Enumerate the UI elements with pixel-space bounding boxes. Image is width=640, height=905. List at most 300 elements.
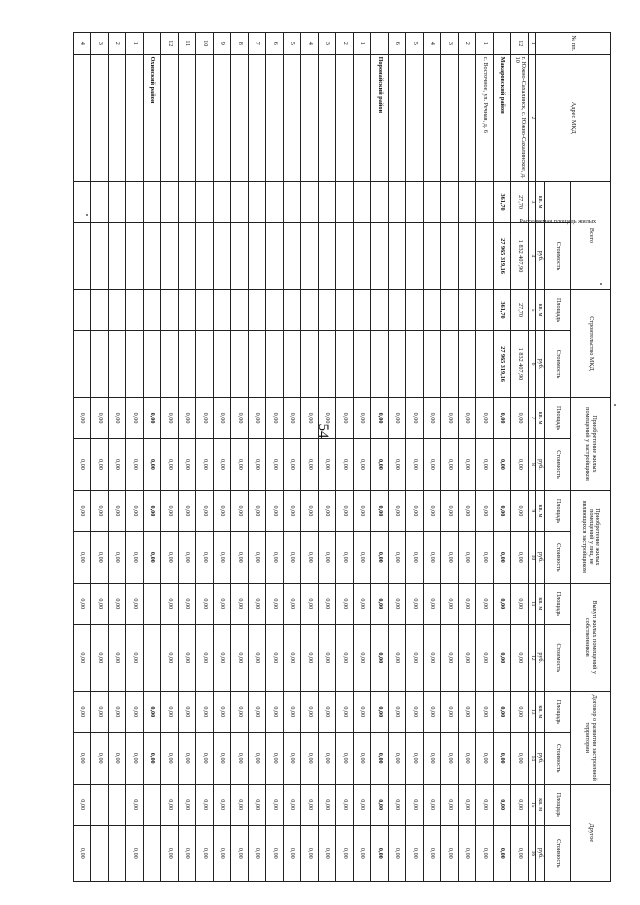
cost-cell: 0,00 [161, 825, 179, 881]
area-cell: 0,00 [74, 784, 92, 825]
area-cell: 0,00 [179, 784, 197, 825]
subheader-cost: Стоимость [545, 531, 571, 583]
area-cell: 0,00 [354, 583, 372, 624]
area-cell: 0,00 [319, 691, 337, 732]
cost-cell: 0,00 [476, 531, 494, 583]
unit-cost: руб. [536, 825, 545, 881]
area-cell: 0,00 [179, 691, 197, 732]
area-cell [109, 182, 127, 223]
cost-cell: 0,00 [266, 624, 284, 691]
cost-cell [389, 223, 407, 290]
area-cell: 0,00 [389, 583, 407, 624]
area-cell: 0,00 [476, 784, 494, 825]
area-cell: 0,00 [424, 490, 442, 531]
address-cell [424, 54, 442, 181]
cost-cell: 0,00 [161, 439, 179, 491]
area-cell [424, 182, 442, 223]
area-cell [284, 182, 302, 223]
cost-cell: 0,00 [91, 624, 109, 691]
column-index: 2 [529, 54, 536, 181]
area-cell: 0,00 [231, 784, 249, 825]
cost-cell [319, 331, 337, 398]
cost-cell: 0,00 [196, 531, 214, 583]
cost-cell: 0,00 [476, 624, 494, 691]
area-cell: 0,00 [266, 691, 284, 732]
row-number: 4 [424, 33, 442, 55]
row-number: 2 [459, 33, 477, 55]
cost-cell: 0,00 [126, 732, 144, 784]
cost-cell: 0,00 [91, 531, 109, 583]
cost-cell [441, 331, 459, 398]
area-cell: 0,00 [266, 398, 284, 439]
table-row [476, 33, 494, 882]
area-cell: 0,00 [441, 398, 459, 439]
address-cell [406, 54, 424, 181]
cost-cell: 0,00 [144, 531, 162, 583]
area-cell [371, 290, 389, 331]
area-cell: 0,00 [441, 490, 459, 531]
address-cell [109, 54, 127, 181]
area-cell [231, 290, 249, 331]
area-cell: 0,00 [476, 490, 494, 531]
cost-cell [126, 331, 144, 398]
column-index: 4 [529, 223, 536, 290]
district-name: Охинский район [144, 54, 162, 181]
cost-cell [126, 223, 144, 290]
cost-cell [144, 624, 162, 691]
area-cell: 0,00 [196, 583, 214, 624]
area-cell: 0,00 [336, 490, 354, 531]
area-cell: 0,00 [214, 691, 232, 732]
cost-cell: 0,00 [231, 732, 249, 784]
cost-cell: 0,00 [126, 825, 144, 881]
area-cell [214, 182, 232, 223]
subheader-cost: Стоимость [545, 223, 571, 290]
cost-cell: 0,00 [196, 624, 214, 691]
cost-cell: 0,00 [319, 531, 337, 583]
area-cell: 0,00 [126, 583, 144, 624]
cost-cell: 0,00 [371, 531, 389, 583]
row-number: 2 [109, 33, 127, 55]
area-cell: 0,00 [301, 398, 319, 439]
area-cell: 0,00 [214, 398, 232, 439]
area-cell: 0,00 [284, 784, 302, 825]
cost-cell: 0,00 [424, 624, 442, 691]
cost-cell: 0,00 [354, 439, 372, 491]
cost-cell [179, 331, 197, 398]
area-cell: 0,00 [214, 784, 232, 825]
area-cell: 0,00 [371, 398, 389, 439]
row-number: 2 [336, 33, 354, 55]
table-row [441, 33, 459, 882]
area-cell: 0,00 [441, 583, 459, 624]
cost-cell: 0,00 [371, 439, 389, 491]
area-cell [406, 290, 424, 331]
area-cell: 0,00 [336, 583, 354, 624]
cost-cell: 0,00 [389, 531, 407, 583]
cost-cell: 0,00 [441, 732, 459, 784]
cost-cell [109, 825, 127, 881]
area-cell [301, 182, 319, 223]
table-body [74, 33, 529, 882]
cost-cell: 0,00 [494, 732, 512, 784]
table-row [179, 33, 197, 882]
cost-cell [301, 223, 319, 290]
subheader-cost: Стоимость [545, 624, 571, 691]
area-cell: 0,00 [441, 691, 459, 732]
cost-cell: 0,00 [109, 732, 127, 784]
area-cell [144, 290, 162, 331]
area-cell [91, 290, 109, 331]
cost-cell [424, 223, 442, 290]
area-cell [161, 290, 179, 331]
area-cell: 0,00 [144, 691, 162, 732]
area-cell [266, 290, 284, 331]
unit-cost: руб. [536, 732, 545, 784]
cost-cell: 0,00 [476, 825, 494, 881]
area-cell [179, 182, 197, 223]
area-cell: 0,00 [424, 398, 442, 439]
cost-cell: 27 965 319,16 [494, 223, 512, 290]
header-group-development: Договор о развитии застроенной территории [571, 691, 611, 784]
cost-cell: 0,00 [511, 825, 529, 881]
cost-cell: 0,00 [179, 624, 197, 691]
cost-cell: 0,00 [459, 439, 477, 491]
area-cell [74, 182, 92, 223]
area-cell [126, 290, 144, 331]
area-cell: 0,00 [511, 583, 529, 624]
subheader-cost: Стоимость [545, 439, 571, 491]
cost-cell [109, 331, 127, 398]
area-cell: 0,00 [354, 398, 372, 439]
area-cell [459, 182, 477, 223]
area-cell [389, 290, 407, 331]
cost-cell: 0,00 [231, 624, 249, 691]
cost-cell [214, 331, 232, 398]
cost-cell: 0,00 [389, 732, 407, 784]
page-number: 54 [315, 423, 331, 439]
cost-cell: 0,00 [301, 439, 319, 491]
area-cell [319, 290, 337, 331]
cost-cell: 0,00 [266, 439, 284, 491]
row-number: 11 [179, 33, 197, 55]
address-cell [161, 54, 179, 181]
row-number [371, 33, 389, 55]
area-cell: 0,00 [196, 784, 214, 825]
cost-cell: 0,00 [301, 624, 319, 691]
area-cell [319, 182, 337, 223]
cost-cell [74, 331, 92, 398]
area-cell: 0,00 [301, 490, 319, 531]
table-row [336, 33, 354, 882]
row-number: 9 [214, 33, 232, 55]
cost-cell: 0,00 [196, 439, 214, 491]
cost-cell [91, 331, 109, 398]
subheader-cost: Стоимость [545, 732, 571, 784]
address-cell [196, 54, 214, 181]
area-cell: 0,00 [336, 691, 354, 732]
cost-cell: 0,00 [494, 624, 512, 691]
row-number [494, 33, 512, 55]
cost-cell: 0,00 [354, 825, 372, 881]
table-row [424, 33, 442, 882]
area-cell [354, 290, 372, 331]
cost-cell: 0,00 [144, 732, 162, 784]
table-row [196, 33, 214, 882]
cost-cell: 0,00 [91, 732, 109, 784]
area-cell: 0,00 [179, 398, 197, 439]
area-cell [476, 290, 494, 331]
area-cell [109, 290, 127, 331]
cost-cell: 0,00 [424, 825, 442, 881]
row-number: 5 [284, 33, 302, 55]
table-row [91, 33, 109, 882]
area-cell: 27,70 [511, 290, 529, 331]
cost-cell: 0,00 [214, 825, 232, 881]
cost-cell: 0,00 [266, 732, 284, 784]
cost-cell: 0,00 [109, 624, 127, 691]
address-cell [74, 54, 92, 181]
table-row [266, 33, 284, 882]
area-cell: 0,00 [266, 784, 284, 825]
row-number: 1 [354, 33, 372, 55]
area-cell: 0,00 [284, 490, 302, 531]
rotated-table-sheet [73, 32, 611, 882]
cost-cell: 0,00 [161, 624, 179, 691]
cost-cell [231, 223, 249, 290]
address-cell [336, 54, 354, 181]
area-cell: 0,00 [301, 784, 319, 825]
cost-cell: 0,00 [459, 732, 477, 784]
cost-cell: 0,00 [249, 732, 267, 784]
cost-cell: 0,00 [74, 825, 92, 881]
cost-cell [144, 825, 162, 881]
cost-cell: 0,00 [389, 825, 407, 881]
cost-cell: 0,00 [406, 531, 424, 583]
area-cell: 0,00 [284, 398, 302, 439]
area-cell: 0,00 [284, 583, 302, 624]
subheader-cost: Стоимость [545, 825, 571, 881]
table-row [74, 33, 92, 882]
area-cell: 0,00 [424, 691, 442, 732]
cost-cell: 0,00 [459, 825, 477, 881]
row-number: 1 [476, 33, 494, 55]
area-cell: 0,00 [301, 583, 319, 624]
subheader-area: Площадь [545, 784, 571, 825]
area-cell: 0,00 [179, 490, 197, 531]
area-cell: 0,00 [161, 784, 179, 825]
cost-cell [319, 223, 337, 290]
cost-cell: 0,00 [126, 531, 144, 583]
area-cell: 0,00 [266, 583, 284, 624]
cost-cell: 0,00 [336, 825, 354, 881]
cost-cell: 0,00 [459, 531, 477, 583]
area-cell: 0,00 [74, 583, 92, 624]
cost-cell [249, 223, 267, 290]
area-cell: 0,00 [74, 490, 92, 531]
header-group-purchase-developer: Приобретение жилых помещений у застройщиков [571, 398, 611, 491]
cost-cell: 0,00 [179, 439, 197, 491]
cost-cell: 0,00 [424, 439, 442, 491]
cost-cell: 0,00 [476, 439, 494, 491]
address-cell [266, 54, 284, 181]
cost-cell: 1 832 407,90 [511, 223, 529, 290]
area-cell: 0,00 [406, 398, 424, 439]
address-cell [319, 54, 337, 181]
area-cell: 0,00 [459, 784, 477, 825]
row-number: 6 [389, 33, 407, 55]
scan-speck [614, 404, 616, 406]
area-cell [144, 583, 162, 624]
area-cell: 0,00 [109, 398, 127, 439]
cost-cell: 0,00 [231, 825, 249, 881]
cost-cell: 0,00 [354, 732, 372, 784]
cost-cell: 0,00 [179, 825, 197, 881]
area-cell: 0,00 [494, 691, 512, 732]
area-cell [231, 182, 249, 223]
unit-cost: руб. [536, 439, 545, 491]
table-row [319, 33, 337, 882]
cost-cell: 0,00 [511, 531, 529, 583]
area-cell: 0,00 [511, 490, 529, 531]
row-number [144, 33, 162, 55]
row-number: 3 [319, 33, 337, 55]
address-cell [301, 54, 319, 181]
area-cell: 0,00 [249, 583, 267, 624]
unit-area: кв. м [536, 398, 545, 439]
cost-cell [144, 331, 162, 398]
area-cell: 0,00 [494, 398, 512, 439]
cost-cell: 0,00 [354, 624, 372, 691]
unit-cost: руб. [536, 223, 545, 290]
area-cell: 0,00 [424, 583, 442, 624]
area-cell: 0,00 [406, 583, 424, 624]
area-cell: 0,00 [371, 490, 389, 531]
area-cell: 0,00 [354, 490, 372, 531]
cost-cell: 0,00 [301, 531, 319, 583]
area-cell [354, 182, 372, 223]
cost-cell [424, 331, 442, 398]
address-cell [389, 54, 407, 181]
header-address: Адрес МКД [536, 54, 611, 181]
cost-cell [354, 223, 372, 290]
table-row [511, 33, 529, 882]
column-index: 6 [529, 331, 536, 398]
cost-cell: 0,00 [301, 825, 319, 881]
cost-cell: 0,00 [494, 531, 512, 583]
area-cell: 0,00 [459, 398, 477, 439]
area-cell: 0,00 [459, 490, 477, 531]
area-cell: 0,00 [459, 583, 477, 624]
table-row [231, 33, 249, 882]
district-row [144, 33, 162, 882]
area-cell: 0,00 [319, 398, 337, 439]
column-index: 9 [529, 490, 536, 531]
area-cell [301, 290, 319, 331]
table-row [459, 33, 477, 882]
cost-cell: 0,00 [406, 732, 424, 784]
area-cell: 0,00 [161, 691, 179, 732]
area-cell: 0,00 [144, 398, 162, 439]
cost-cell: 0,00 [214, 732, 232, 784]
cost-cell: 0,00 [91, 439, 109, 491]
table-row [126, 33, 144, 882]
area-cell: 0,00 [441, 784, 459, 825]
area-cell [266, 182, 284, 223]
column-index: 11 [529, 583, 536, 624]
cost-cell: 0,00 [161, 732, 179, 784]
area-cell [441, 290, 459, 331]
table-row [249, 33, 267, 882]
cost-cell: 0,00 [319, 825, 337, 881]
cost-cell: 0,00 [319, 439, 337, 491]
area-cell: 0,00 [231, 583, 249, 624]
area-cell [406, 182, 424, 223]
cost-cell: 0,00 [424, 531, 442, 583]
cost-cell [476, 223, 494, 290]
row-number: 6 [266, 33, 284, 55]
cost-cell [441, 223, 459, 290]
area-cell: 0,00 [266, 490, 284, 531]
area-cell: 0,00 [249, 398, 267, 439]
row-number: 1 [126, 33, 144, 55]
area-cell: 0,00 [354, 691, 372, 732]
cost-cell: 0,00 [459, 624, 477, 691]
address-cell [441, 54, 459, 181]
area-cell [476, 182, 494, 223]
district-name: Поронайский район [371, 54, 389, 181]
cost-cell: 0,00 [284, 624, 302, 691]
column-index-row [529, 33, 536, 882]
cost-cell: 0,00 [266, 825, 284, 881]
cost-cell [161, 331, 179, 398]
column-index: 7 [529, 398, 536, 439]
area-cell: 361,70 [494, 290, 512, 331]
cost-cell: 0,00 [231, 439, 249, 491]
unit-area: кв. м [536, 290, 545, 331]
area-cell: 0,00 [406, 490, 424, 531]
area-cell: 0,00 [301, 691, 319, 732]
cost-cell [459, 223, 477, 290]
resettlement-table [73, 32, 611, 882]
cost-cell: 0,00 [249, 439, 267, 491]
cost-cell: 0,00 [249, 624, 267, 691]
area-cell: 0,00 [494, 490, 512, 531]
cost-cell [231, 331, 249, 398]
cost-cell [354, 331, 372, 398]
row-number: 10 [196, 33, 214, 55]
table-row [214, 33, 232, 882]
address-cell: с. Восточное, ул. Речная, д. 6 [476, 54, 494, 181]
area-cell: 0,00 [196, 490, 214, 531]
cost-cell: 0,00 [196, 732, 214, 784]
cost-cell: 0,00 [266, 531, 284, 583]
area-cell: 0,00 [74, 691, 92, 732]
area-cell: 0,00 [511, 398, 529, 439]
area-cell: 27,70 [511, 182, 529, 223]
district-row [494, 33, 512, 882]
cost-cell: 0,00 [74, 531, 92, 583]
area-cell [144, 182, 162, 223]
area-cell: 0,00 [91, 583, 109, 624]
area-cell: 0,00 [494, 583, 512, 624]
column-index: 10 [529, 531, 536, 583]
area-cell [336, 290, 354, 331]
cost-cell: 0,00 [74, 732, 92, 784]
row-number: 12 [161, 33, 179, 55]
cost-cell: 0,00 [494, 825, 512, 881]
area-cell [144, 784, 162, 825]
